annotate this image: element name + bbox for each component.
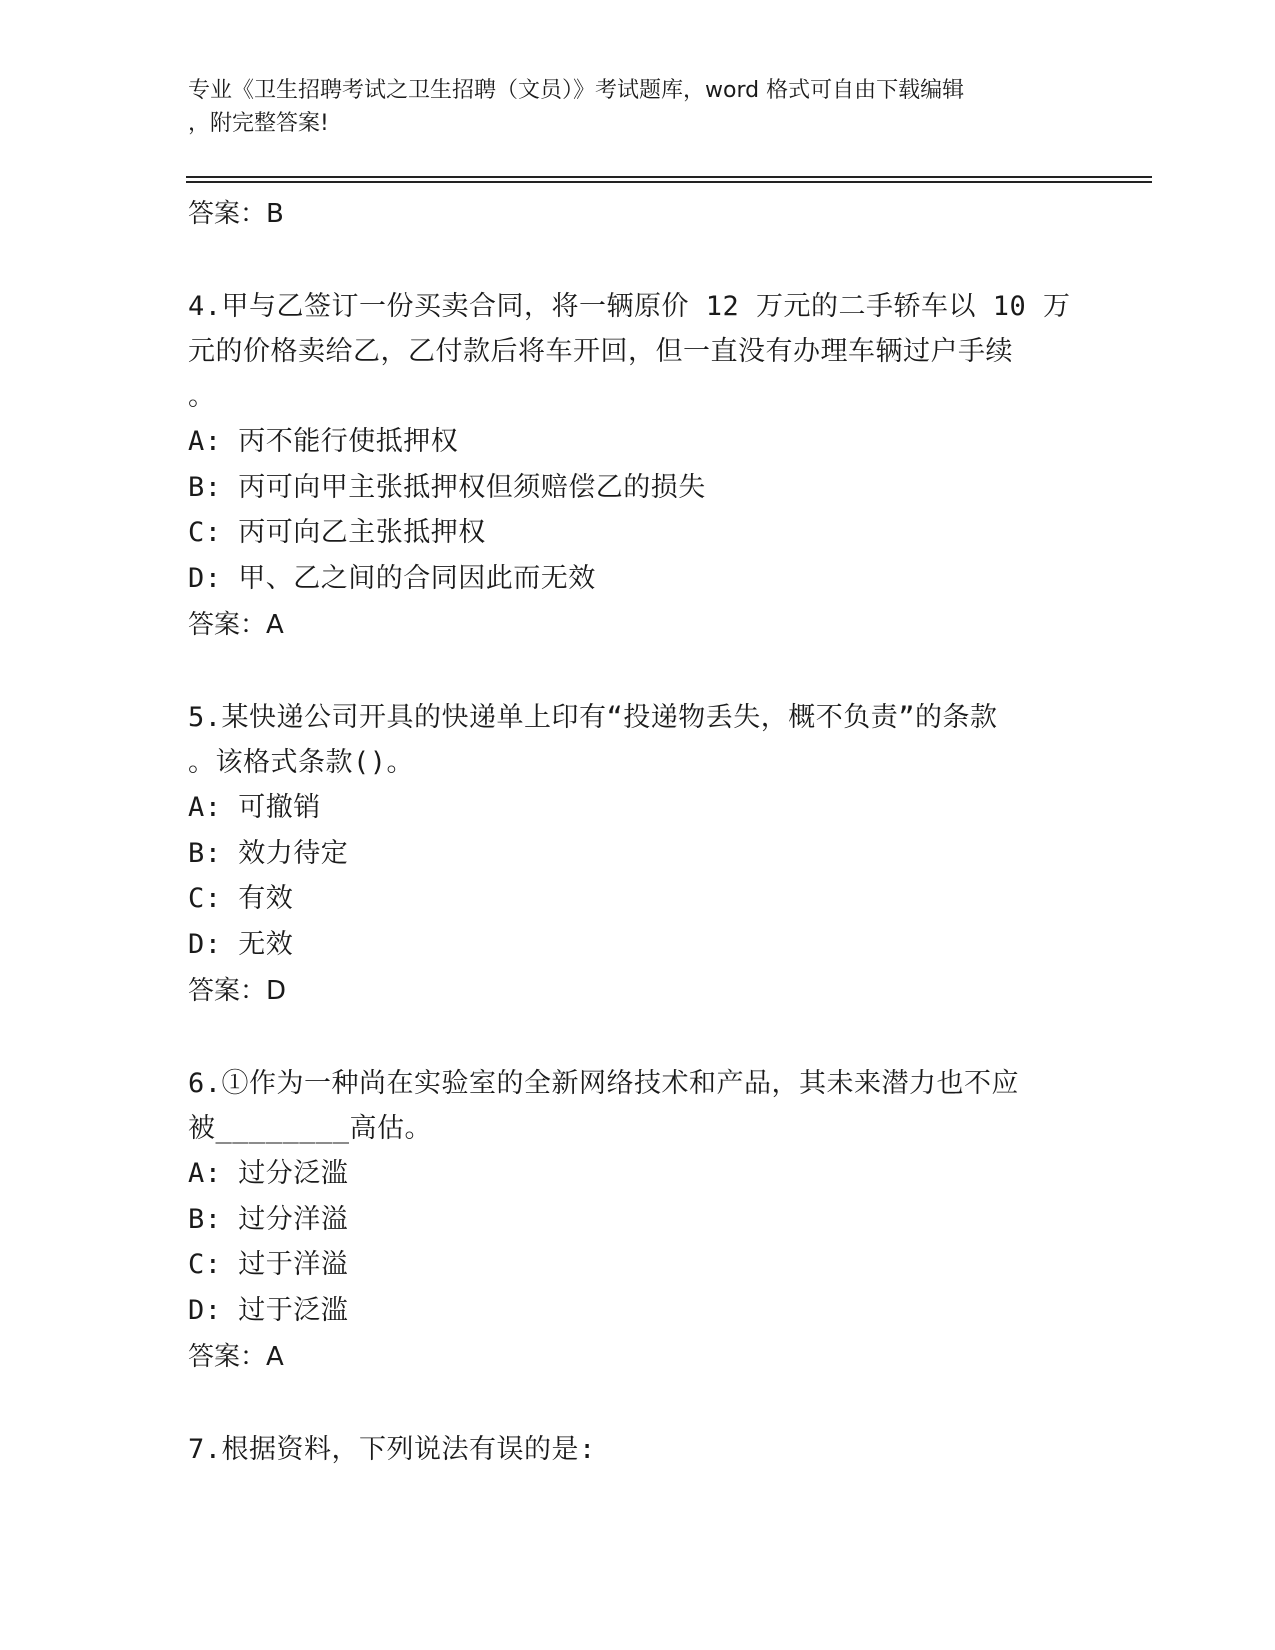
header-line-1: 专业《卫生招聘考试之卫生招聘（文员）》考试题库，word 格式可自由下载编辑 <box>188 78 965 103</box>
question-4-line-1: 4.甲与乙签订一份买卖合同，将一辆原价 12 万元的二手轿车以 10 万 <box>188 291 1071 322</box>
question-5-option-a: A: 可撤销 <box>188 792 321 823</box>
question-4-option-c: C: 丙可向乙主张抵押权 <box>188 517 486 548</box>
question-5-option-c: C: 有效 <box>188 883 294 914</box>
document-header <box>188 74 1068 140</box>
question-6-line-2: 被________高估。 <box>188 1113 433 1144</box>
question-4-option-b: B: 丙可向甲主张抵押权但须赔偿乙的损失 <box>188 471 706 503</box>
question-5-option-d: D: 无效 <box>188 928 294 960</box>
question-4-answer: 答案：A <box>188 610 284 640</box>
question-7 <box>188 1427 1088 1472</box>
header-line-2: ，附完整答案! <box>188 111 329 136</box>
question-6-option-b: B: 过分洋溢 <box>188 1203 349 1235</box>
question-4 <box>188 284 1088 419</box>
question-4-line-2: 元的价格卖给乙，乙付款后将车开回，但一直没有办理车辆过户手续 <box>188 336 1013 367</box>
question-6 <box>188 1061 1088 1151</box>
question-4-option-d: D: 甲、乙之间的合同因此而无效 <box>188 562 596 594</box>
question-5-answer: 答案：D <box>188 976 287 1006</box>
question-5-option-b: B: 效力待定 <box>188 837 349 869</box>
question-6-option-d: D: 过于泛滥 <box>188 1294 349 1326</box>
question-6-line-1: 6.①作为一种尚在实验室的全新网络技术和产品，其未来潜力也不应 <box>188 1068 1020 1099</box>
question-list <box>188 190 1088 1472</box>
question-5-line-1: 5.某快递公司开具的快递单上印有“投递物丢失，概不负责”的条款 <box>188 702 998 733</box>
spacer <box>188 1015 1088 1061</box>
question-5 <box>188 695 1088 785</box>
question-4-option-a: A: 丙不能行使抵押权 <box>188 426 459 457</box>
answer-prev: 答案：B <box>188 199 284 229</box>
header-rule-lower <box>186 181 1152 183</box>
header-rule-upper <box>186 176 1152 178</box>
question-5-line-2: 。该格式条款()。 <box>188 747 415 778</box>
question-6-answer: 答案：A <box>188 1342 284 1372</box>
question-4-line-3: 。 <box>188 381 216 412</box>
spacer <box>188 649 1088 695</box>
question-7-line-1: 7.根据资料，下列说法有误的是: <box>188 1434 596 1465</box>
spacer <box>188 1381 1088 1427</box>
question-6-option-a: A: 过分泛滥 <box>188 1158 349 1189</box>
spacer <box>188 238 1088 284</box>
question-6-option-c: C: 过于洋溢 <box>188 1249 349 1280</box>
